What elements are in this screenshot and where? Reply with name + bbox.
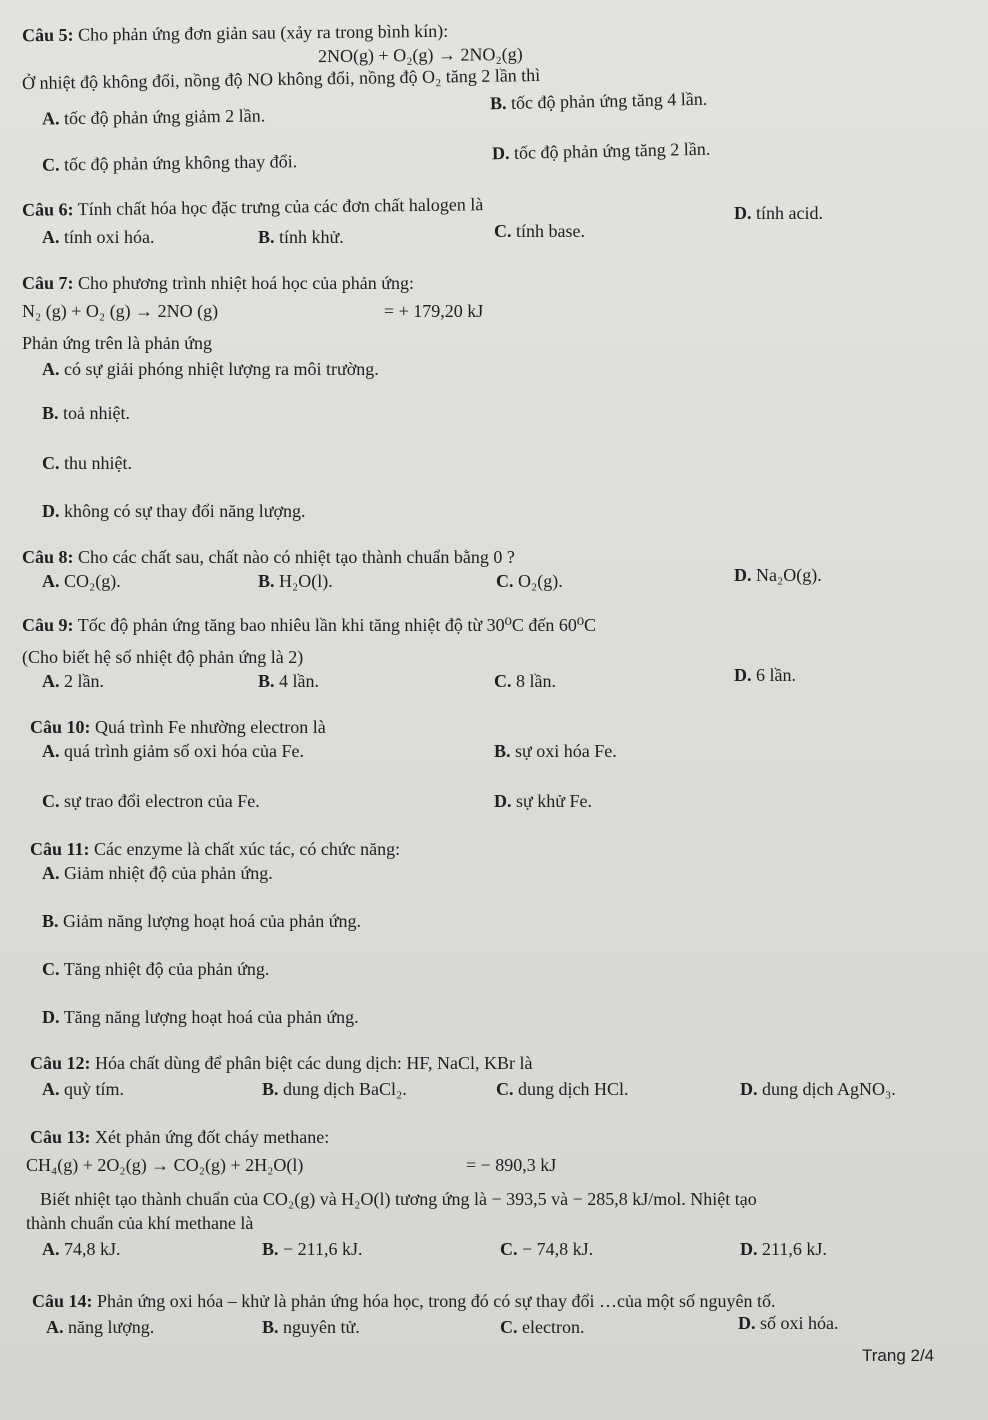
- q12-option-c: [496, 1078, 629, 1100]
- q13-stem: [30, 1126, 329, 1148]
- q12-option-b: [262, 1078, 407, 1100]
- q11-option-d: [42, 1006, 359, 1028]
- q11-option-a-letter: A.: [42, 863, 60, 883]
- q5-option-b-letter: B.: [489, 92, 507, 114]
- q9-option-c-letter: C.: [494, 671, 512, 691]
- q8-option-c: [496, 570, 563, 592]
- q9-option-c-text: 8 lần.: [516, 671, 556, 691]
- q8-option-b: [258, 570, 333, 592]
- q14-option-b: [262, 1316, 360, 1338]
- q11-stem: [30, 838, 400, 860]
- q13-option-a-letter: A.: [42, 1239, 60, 1259]
- q10-option-a: [42, 740, 304, 762]
- q10-option-b-letter: B.: [494, 741, 511, 761]
- q10-option-d-letter: D.: [494, 791, 512, 811]
- q12-option-d-text: dung dịch AgNO₃.: [762, 1079, 896, 1099]
- q13-stem2: Biết nhiệt tạo thành chuẩn của CO₂(g) và H₂O(l) tương ứng là − 393,5 và − 285,8 kJ/mol. Nhiệt tạo: [40, 1189, 757, 1209]
- q13-stem-text: Xét phản ứng đốt cháy methane:: [95, 1127, 330, 1147]
- q6-number: Câu 6:: [21, 199, 74, 220]
- q8-option-c-text: O₂(g).: [518, 571, 563, 591]
- q7-option-c-letter: C.: [42, 453, 60, 473]
- q9-number: Câu 9:: [22, 615, 74, 635]
- q14-option-a-letter: A.: [46, 1317, 64, 1337]
- q12-option-d-letter: D.: [740, 1079, 758, 1099]
- q13-option-a: [42, 1238, 121, 1260]
- q14-stem: [32, 1290, 775, 1312]
- q5-option-c-letter: C.: [41, 154, 60, 175]
- q5-option-c: [42, 150, 298, 176]
- q10-option-c-letter: C.: [42, 791, 60, 811]
- q10-option-c: [42, 790, 260, 812]
- q8-option-b-text: H₂O(l).: [279, 571, 333, 591]
- q5-option-c-text: tốc độ phản ứng không thay đổi.: [63, 151, 298, 175]
- q7-option-d: [42, 500, 306, 522]
- q11-stem-text: Các enzyme là chất xúc tác, có chức năng:: [94, 839, 401, 859]
- q6-option-b-letter: B.: [258, 227, 275, 247]
- q13-option-d-letter: D.: [740, 1239, 758, 1259]
- q12-option-a: [42, 1078, 124, 1100]
- q13-enthalpy: = − 890,3 kJ: [466, 1155, 557, 1175]
- q14-option-a-text: năng lượng.: [68, 1317, 155, 1337]
- q5-stem: [22, 20, 448, 46]
- q7-option-d-letter: D.: [42, 501, 60, 521]
- q8-option-b-letter: B.: [258, 571, 275, 591]
- q14-option-c-letter: C.: [500, 1317, 518, 1337]
- q9-option-c: [494, 670, 556, 692]
- q7-stem2: Phản ứng trên là phản ứng: [22, 333, 212, 353]
- q12-option-a-letter: A.: [42, 1079, 60, 1099]
- q5-number: Câu 5:: [21, 24, 74, 46]
- q11-option-b: [42, 910, 361, 932]
- q6-stem: [22, 193, 484, 221]
- q11-option-b-letter: B.: [42, 911, 59, 931]
- q6-option-c-text: tính base.: [516, 221, 585, 241]
- q8-number: Câu 8:: [22, 547, 74, 567]
- q7-enthalpy: = + 179,20 kJ: [384, 301, 484, 321]
- q7-option-c-text: thu nhiệt.: [64, 453, 132, 473]
- q9-option-a-text: 2 lần.: [64, 671, 104, 691]
- q5-stem-text: Cho phản ứng đơn giản sau (xảy ra trong bình kín):: [77, 20, 449, 45]
- q13-option-b: [262, 1238, 363, 1260]
- q7-option-c: [42, 452, 132, 474]
- q13-option-d: [740, 1238, 827, 1260]
- q6-option-c-letter: C.: [494, 221, 512, 241]
- q14-option-d-letter: D.: [738, 1313, 756, 1333]
- q6-option-a-text: tính oxi hóa.: [64, 227, 155, 247]
- q6-option-d-letter: D.: [734, 203, 752, 223]
- q11-option-a: [42, 862, 273, 884]
- q11-option-d-text: Tăng năng lượng hoạt hoá của phản ứng.: [63, 1007, 359, 1027]
- q5-option-d-text: tốc độ phản ứng tăng 2 lần.: [513, 138, 711, 163]
- q12-stem: [30, 1052, 532, 1074]
- q12-option-d: [740, 1078, 896, 1100]
- q7-stem-text: Cho phương trình nhiệt hoá học của phản ứng:: [78, 273, 414, 293]
- q8-option-a-text: CO₂(g).: [64, 571, 121, 591]
- q13-option-c-letter: C.: [500, 1239, 518, 1259]
- q10-option-a-letter: A.: [42, 741, 60, 761]
- q11-option-d-letter: D.: [42, 1007, 60, 1027]
- q5-option-a-text: tốc độ phản ứng giảm 2 lần.: [63, 105, 266, 129]
- q5-option-a: [42, 104, 266, 129]
- q11-option-c-letter: C.: [42, 959, 60, 979]
- q10-option-c-text: sự trao đổi electron của Fe.: [64, 791, 260, 811]
- q5-option-a-letter: A.: [41, 108, 60, 129]
- q8-option-d-letter: D.: [734, 565, 752, 585]
- q10-option-b-text: sự oxi hóa Fe.: [515, 741, 617, 761]
- q14-option-b-text: nguyên tử.: [283, 1317, 360, 1337]
- q13-stem3: thành chuẩn của khí methane là: [26, 1213, 254, 1233]
- q14-option-a: [46, 1316, 154, 1338]
- q13-option-c-text: − 74,8 kJ.: [522, 1239, 594, 1259]
- q11-option-c-text: Tăng nhiệt độ của phản ứng.: [63, 959, 270, 979]
- q9-option-a: [42, 670, 104, 692]
- q11-option-b-text: Giảm năng lượng hoạt hoá của phản ứng.: [63, 911, 361, 931]
- q14-stem-text: Phản ứng oxi hóa – khử là phản ứng hóa học, trong đó có sự thay đổi …của một số nguyên tố.: [97, 1291, 776, 1311]
- q9-option-d-text: 6 lần.: [756, 665, 796, 685]
- q10-option-b: [494, 740, 617, 762]
- q5-option-d: [492, 138, 711, 165]
- q9-option-a-letter: A.: [42, 671, 60, 691]
- q13-option-a-text: 74,8 kJ.: [64, 1239, 121, 1259]
- q6-option-d: [734, 202, 823, 224]
- q7-option-a-letter: A.: [42, 359, 60, 379]
- q9-option-b-text: 4 lần.: [279, 671, 320, 691]
- q13-option-b-letter: B.: [262, 1239, 279, 1259]
- q5-equation: 2NO(g) + O₂(g) → 2NO₂(g): [317, 43, 523, 67]
- q7-option-b-text: toả nhiệt.: [63, 403, 130, 423]
- q8-stem-text: Cho các chất sau, chất nào có nhiệt tạo thành chuẩn bằng 0 ?: [78, 547, 515, 567]
- q12-option-b-letter: B.: [262, 1079, 279, 1099]
- q7-option-a-text: có sự giải phóng nhiệt lượng ra môi trường.: [64, 359, 379, 379]
- q13-number: Câu 13:: [30, 1127, 91, 1147]
- q7-equation: N₂ (g) + O₂ (g) → 2NO (g): [22, 301, 219, 321]
- q7-option-a: [42, 358, 379, 380]
- q13-option-b-text: − 211,6 kJ.: [283, 1239, 363, 1259]
- q9-option-b-letter: B.: [258, 671, 275, 691]
- q14-option-b-letter: B.: [262, 1317, 279, 1337]
- q12-option-b-text: dung dịch BaCl₂.: [283, 1079, 407, 1099]
- q12-stem-text: Hóa chất dùng để phân biệt các dung dịch: HF, NaCl, KBr là: [95, 1053, 533, 1073]
- q9-stem-text: Tốc độ phản ứng tăng bao nhiêu lần khi tăng nhiệt độ từ 30⁰C đến 60⁰C: [77, 615, 597, 635]
- q14-number: Câu 14:: [32, 1291, 93, 1311]
- q14-option-c: [500, 1316, 584, 1338]
- q10-option-a-text: quá trình giảm số oxi hóa của Fe.: [64, 741, 304, 761]
- q13-option-c: [500, 1238, 593, 1260]
- q6-option-a-letter: A.: [42, 227, 60, 247]
- q8-option-d: [734, 564, 822, 586]
- q6-option-c: [494, 220, 585, 242]
- q10-stem: [30, 716, 326, 738]
- q14-option-c-text: electron.: [522, 1317, 585, 1337]
- q11-option-c: [42, 958, 269, 980]
- page-number: Trang 2/4: [862, 1346, 935, 1365]
- q5-option-d-letter: D.: [491, 142, 510, 164]
- q9-option-b: [258, 670, 319, 692]
- q8-option-c-letter: C.: [496, 571, 514, 591]
- q12-option-c-text: dung dịch HCl.: [518, 1079, 629, 1099]
- q6-option-d-text: tính acid.: [756, 203, 823, 223]
- q11-number: Câu 11:: [30, 839, 90, 859]
- q7-stem: [22, 272, 414, 294]
- q12-option-a-text: quỳ tím.: [64, 1079, 125, 1099]
- q7-option-b: [42, 402, 130, 424]
- q8-option-d-text: Na₂O(g).: [756, 565, 822, 585]
- q6-option-a: [42, 226, 155, 248]
- q6-option-b-text: tính khử.: [279, 227, 344, 247]
- q8-stem: [22, 546, 515, 568]
- q9-option-d-letter: D.: [734, 665, 752, 685]
- q6-option-b: [258, 226, 344, 248]
- q7-option-d-text: không có sự thay đổi năng lượng.: [64, 501, 306, 521]
- q10-number: Câu 10:: [30, 717, 91, 737]
- q8-option-a: [42, 570, 121, 592]
- q11-option-a-text: Giảm nhiệt độ của phản ứng.: [64, 863, 273, 883]
- q10-option-d-text: sự khử Fe.: [516, 791, 593, 811]
- q14-option-d-text: số oxi hóa.: [760, 1313, 839, 1333]
- q10-option-d: [494, 790, 592, 812]
- q5-option-b: [490, 88, 708, 115]
- q7-option-b-letter: B.: [42, 403, 59, 423]
- q9-stem2: (Cho biết hệ số nhiệt độ phản ứng là 2): [22, 647, 304, 667]
- q5-option-b-text: tốc độ phản ứng tăng 4 lần.: [510, 88, 708, 113]
- q8-option-a-letter: A.: [42, 571, 60, 591]
- q14-option-d: [738, 1312, 839, 1334]
- q7-number: Câu 7:: [22, 273, 74, 293]
- q12-option-c-letter: C.: [496, 1079, 514, 1099]
- q10-stem-text: Quá trình Fe nhường electron là: [95, 717, 326, 737]
- q9-option-d: [734, 664, 796, 686]
- q13-option-d-text: 211,6 kJ.: [762, 1239, 827, 1259]
- q6-stem-text: Tính chất hóa học đặc trưng của các đơn chất halogen là: [77, 194, 484, 220]
- q12-number: Câu 12:: [30, 1053, 91, 1073]
- q5-stem2: Ở nhiệt độ không đổi, nồng độ NO không đổi, nồng độ O₂ tăng 2 lần thì: [21, 64, 541, 94]
- q13-equation: CH₄(g) + 2O₂(g) → CO₂(g) + 2H₂O(l): [26, 1155, 304, 1175]
- q9-stem: [22, 614, 596, 636]
